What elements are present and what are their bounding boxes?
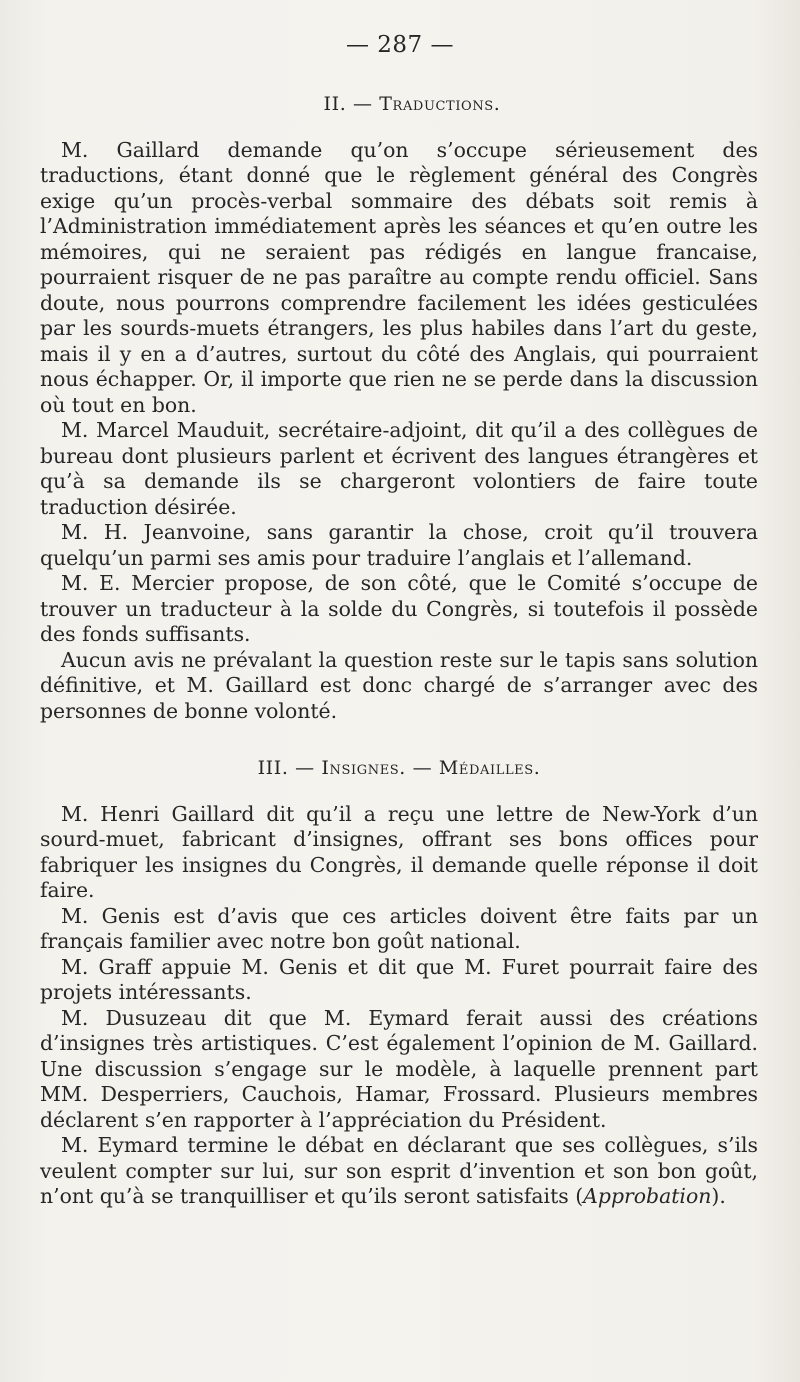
paragraph: M. Dusuzeau dit que M. Eymard ferait aussi des créations d’insignes très artistiques. C’est également l’opinion de M. Gaillard. Une discussion s’engage sur le modèle, à laquelle prennent part MM. Desperriers, Cauchois, Hamar, Frossard. Plusieurs membres déclarent s’en rapporter à l’appréciation du Président. [40, 1005, 758, 1132]
paragraph: Aucun avis ne prévalant la question reste sur le tapis sans solution définitive, et M. Gaillard est donc chargé de s’arranger avec des personnes de bonne volonté. [40, 647, 758, 723]
section-numeral: III. — [257, 757, 322, 779]
closing-italic: Approbation [583, 1184, 712, 1208]
section-title: Insignes. — Médailles. [321, 757, 541, 779]
paragraph: M. Henri Gaillard dit qu’il a reçu une lettre de New-York d’un sourd-muet, fabricant d’insignes, offrant ses bons offices pour fabriquer les insignes du Congrès, il demande quelle réponse il doit faire. [40, 801, 758, 902]
page-number: — 287 — [345, 32, 455, 58]
closing-text: M. Eymard termine le débat en déclarant que ses collègues, s’ils veulent compter sur lui, sur son esprit d’invention et son bon goût, n’ont qu’à se tranquilliser et qu’ils seront satisfaits ( [40, 1133, 758, 1208]
paragraph: M. Gaillard demande qu’on s’occupe sérieusement des traductions, étant donné que le règlement général des Congrès exige qu’un procès-verbal sommaire des débats soit remis à l’Administration immédiatement après les séances et qu’en outre les mémoires, qui ne seraient pas rédigés en langue francaise, pourraient risquer de ne pas paraître au compte rendu officiel. Sans doute, nous pourrons comprendre facilement les idées gesticulées par les sourds-muets étrangers, les plus habiles dans l’art du geste, mais il y en a d’autres, surtout du côté des Anglais, qui pourraient nous échapper. Or, il importe que rien ne se perde dans la discussion où tout en bon. [40, 137, 758, 417]
section-title: Traductions. [379, 93, 501, 115]
closing-tail: ). [711, 1184, 726, 1208]
section-heading-insignia [40, 756, 758, 782]
section-numeral: II. — [323, 93, 380, 115]
section-heading-translations [40, 92, 758, 118]
paragraph: M. Genis est d’avis que ces articles doivent être faits par un français familier avec notre bon goût national. [40, 903, 758, 953]
page-body [40, 92, 758, 1210]
paragraph: M. Graff appuie M. Genis et dit que M. Furet pourrait faire des projets intéressants. [40, 954, 758, 1004]
paragraph: M. Marcel Mauduit, secrétaire-adjoint, dit qu’il a des collègues de bureau dont plusieurs parlent et écrivent des langues étrangères et qu’à sa demande ils se chargeront volontiers de faire toute traduction désirée. [40, 418, 758, 519]
paragraph: M. H. Jeanvoine, sans garantir la chose, croit qu’il trouvera quelqu’un parmi ses amis pour traduire l’anglais et l’allemand. [40, 520, 758, 570]
paragraph: M. E. Mercier propose, de son côté, que le Comité s’occupe de trouver un traducteur à la solde du Congrès, si toutefois il possède des fonds suffisants. [40, 571, 758, 646]
paragraph-closing [40, 1133, 758, 1210]
